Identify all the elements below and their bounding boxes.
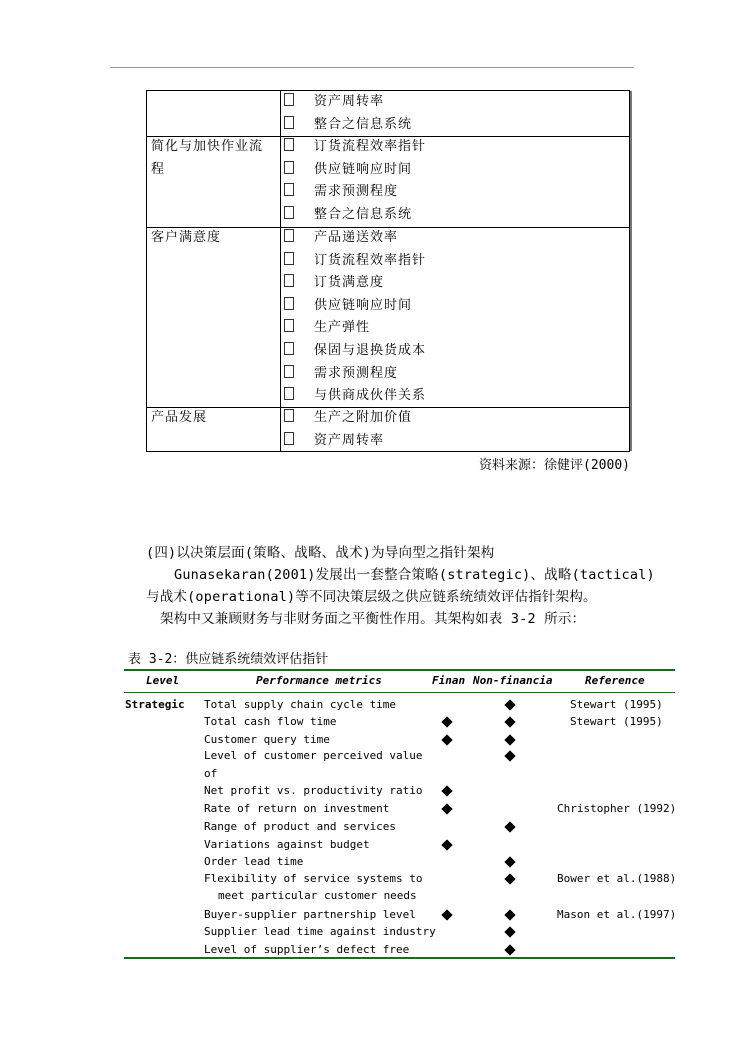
metric-cell: Rate of return on investment — [204, 802, 390, 815]
nonfinancial-mark-icon — [504, 856, 515, 867]
reference-cell: Mason et al.(1997) — [557, 908, 677, 921]
financial-mark-icon — [441, 803, 452, 814]
list-item: 生产之附加价值 — [284, 407, 412, 430]
nonfinancial-mark-icon — [504, 944, 515, 955]
checkbox-glyph-icon — [284, 365, 294, 378]
checkbox-glyph-icon — [284, 274, 294, 287]
metric-cell: Supplier lead time against industry — [204, 925, 436, 938]
metric-cell-continued: of — [204, 767, 218, 780]
nonfinancial-mark-icon — [504, 909, 515, 920]
list-item: 订货流程效率指针 — [284, 136, 426, 159]
list-item: 需求预测程度 — [284, 181, 398, 204]
metric-cell: Range of product and services — [204, 820, 397, 833]
section-heading: (四)以决策层面(策略、战略、战术)为导向型之指针架构 — [146, 545, 495, 561]
financial-mark-icon — [441, 716, 452, 727]
list-item: 供应链响应时间 — [284, 159, 412, 182]
financial-mark-icon — [441, 909, 452, 920]
metric-cell: Order lead time — [204, 855, 304, 868]
financial-mark-icon — [441, 839, 452, 850]
category-label: 程 — [151, 161, 166, 177]
checkbox-glyph-icon — [284, 409, 294, 422]
list-item: 整合之信息系统 — [284, 114, 412, 137]
category-label: 客户满意度 — [151, 230, 222, 245]
nonfinancial-mark-icon — [504, 734, 515, 745]
header-nonfinancial: Non-financia — [473, 674, 553, 687]
list-item: 供应链响应时间 — [284, 295, 412, 318]
metric-cell: Level of supplier’s defect free — [204, 943, 410, 956]
header-level: Level — [146, 674, 180, 687]
list-item: 资产周转率 — [284, 91, 384, 114]
checkbox-glyph-icon — [284, 116, 294, 129]
list-item: 资产周转率 — [284, 430, 384, 453]
checkbox-glyph-icon — [284, 342, 294, 355]
upper-table — [146, 90, 630, 452]
list-item: 保固与退换货成本 — [284, 340, 426, 363]
table-top-rule — [124, 669, 675, 671]
financial-mark-icon — [441, 734, 452, 745]
checkbox-glyph-icon — [284, 206, 294, 219]
list-item: 订货流程效率指针 — [284, 250, 426, 273]
metric-cell: Level of customer perceived value — [204, 749, 423, 762]
checkbox-glyph-icon — [284, 387, 294, 400]
checkbox-glyph-icon — [284, 183, 294, 196]
reference-cell: Stewart (1995) — [570, 698, 663, 711]
metric-cell: Flexibility of service systems to — [204, 872, 423, 885]
source-note: 资料来源：徐健评(2000) — [479, 458, 630, 473]
metric-cell: Total supply chain cycle time — [204, 698, 397, 711]
column-divider — [280, 91, 281, 451]
list-item: 生产弹性 — [284, 317, 370, 340]
nonfinancial-mark-icon — [504, 821, 515, 832]
financial-mark-icon — [441, 785, 452, 796]
checkbox-glyph-icon — [284, 161, 294, 174]
header-rule — [124, 692, 675, 693]
checkbox-glyph-icon — [284, 229, 294, 242]
checkbox-glyph-icon — [284, 297, 294, 310]
level-strategic: Strategic — [125, 698, 185, 711]
table-caption: 表 3-2：供应链系统绩效评估指针 — [128, 652, 329, 667]
list-item: 整合之信息系统 — [284, 204, 412, 227]
checkbox-glyph-icon — [284, 138, 294, 151]
list-item: 与供商成伙伴关系 — [284, 385, 426, 408]
header-financial: Finan — [432, 674, 466, 687]
table-bottom-rule — [124, 957, 675, 959]
list-item: 产品递送效率 — [284, 227, 398, 250]
paragraph-line: 与战术(operational)等不同决策层级之供应链系统绩效评估指针架构。 — [146, 589, 597, 605]
paragraph-line: Gunasekaran(2001)发展出一套整合策略(strategic)、战略(tactical) — [174, 567, 655, 583]
header-metrics: Performance metrics — [256, 674, 382, 687]
header-reference: Reference — [585, 674, 645, 687]
metric-cell: Variations against budget — [204, 838, 370, 851]
header-rule — [110, 67, 634, 68]
nonfinancial-mark-icon — [504, 873, 515, 884]
checkbox-glyph-icon — [284, 319, 294, 332]
metric-cell: Buyer-supplier partnership level — [204, 908, 416, 921]
category-label: 产品发展 — [151, 410, 208, 425]
paragraph-line: 架构中又兼顾财务与非财务面之平衡性作用。其架构如表 3-2 所示： — [160, 611, 586, 627]
metric-cell-continued: meet particular customer needs — [218, 889, 417, 902]
metric-cell: Total cash flow time — [204, 715, 337, 728]
nonfinancial-mark-icon — [504, 716, 515, 727]
list-item: 订货满意度 — [284, 272, 384, 295]
nonfinancial-mark-icon — [504, 750, 515, 761]
category-label: 简化与加快作业流 — [151, 139, 264, 154]
metric-cell: Customer query time — [204, 733, 330, 746]
nonfinancial-mark-icon — [504, 699, 515, 710]
reference-cell: Stewart (1995) — [570, 715, 663, 728]
checkbox-glyph-icon — [284, 432, 294, 445]
reference-cell: Bower et al.(1988) — [557, 872, 677, 885]
nonfinancial-mark-icon — [504, 926, 515, 937]
checkbox-glyph-icon — [284, 93, 294, 106]
checkbox-glyph-icon — [284, 252, 294, 265]
metric-cell: Net profit vs. productivity ratio — [204, 784, 423, 797]
table-shadow — [630, 91, 632, 451]
reference-cell: Christopher (1992) — [557, 802, 677, 815]
list-item: 需求预测程度 — [284, 363, 398, 386]
